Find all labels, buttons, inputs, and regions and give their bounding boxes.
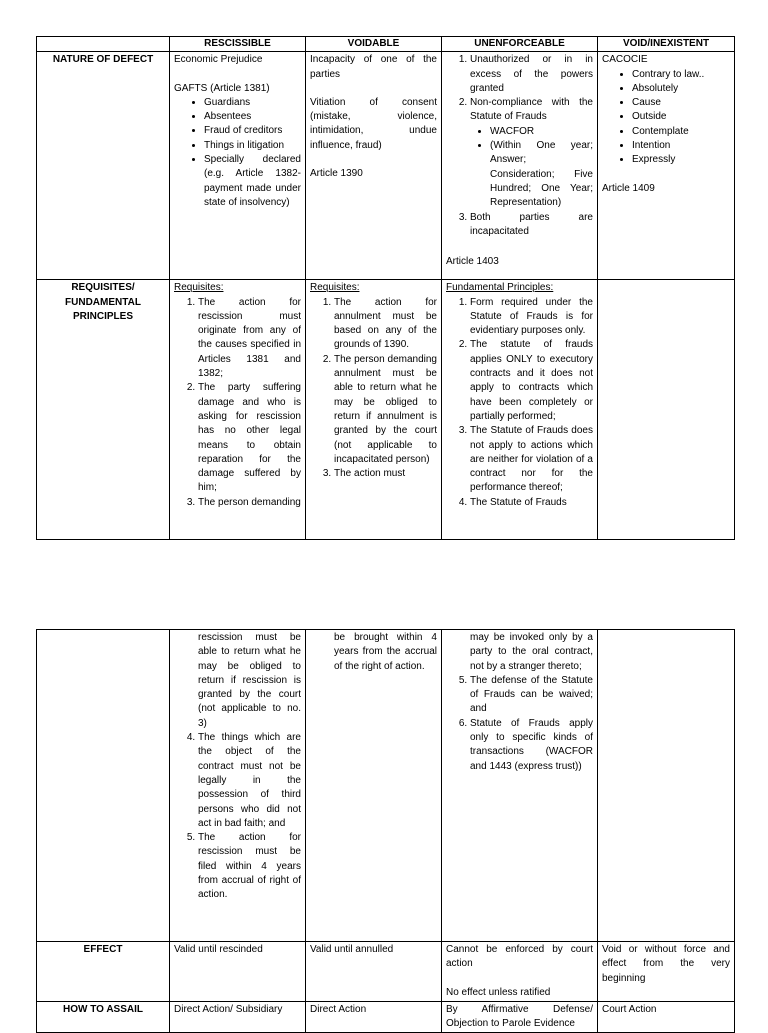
assail-void-cell: Court Action <box>598 1001 735 1033</box>
requisites-heading: Requisites: <box>174 282 224 294</box>
list-item <box>470 96 593 210</box>
list-item: • Intention <box>632 139 730 153</box>
gafts-text: GAFTS (Article 1381) <box>174 82 270 94</box>
list-item: 1. Form required under the Statute of Frauds is for evidentiary purposes only. <box>470 296 593 339</box>
continuation-unenforceable-cell <box>442 630 598 942</box>
requisites-row <box>37 280 735 540</box>
requisites-continuation-row <box>37 630 735 942</box>
requisites-rescissible-cell <box>170 280 306 540</box>
statute-of-frauds-principles-list <box>446 296 593 510</box>
effect-unenforceable-text: Cannot be enforced by court action <box>446 944 593 970</box>
requisites-void-cell <box>598 280 735 540</box>
nature-unenforceable-cell <box>442 52 598 280</box>
rescission-requisites-list-cont <box>174 631 301 731</box>
list-item: • (Within One year; Answer; Consideration; Five Hundred; One Year; Representation) <box>490 139 593 210</box>
header-void: VOID/INEXISTENT <box>598 37 735 52</box>
header-blank <box>37 37 170 52</box>
rescission-requisites-list-cont <box>174 731 301 903</box>
effect-row <box>37 942 735 1002</box>
requisites-heading: Requisites: <box>310 282 360 294</box>
nature-void-cell <box>598 52 735 280</box>
annulment-requisites-list <box>310 296 437 482</box>
annulment-requisites-list-cont <box>310 631 437 674</box>
wacfor-list <box>470 125 593 211</box>
gafts-list <box>174 96 301 210</box>
list-item: 5. The defense of the Statute of Frauds can be waived; and <box>470 674 593 717</box>
effect-voidable-cell: Valid until annulled <box>306 942 442 1002</box>
incapacity-text: Incapacity of one of the parties <box>310 54 437 80</box>
continuation-rescissible-cell <box>170 630 306 942</box>
economic-prejudice-text: Economic Prejudice <box>174 54 263 66</box>
list-item-cont: rescission must be able to return what he may be obliged to return if rescission is granted by the court (not applicable to no. 3) <box>198 632 301 729</box>
list-item: 3. The action must <box>334 467 437 481</box>
article-1409-text: Article 1409 <box>602 182 655 194</box>
cacocie-text: CACOCIE <box>602 54 648 66</box>
list-item: • WACFOR <box>490 125 593 139</box>
list-item: • Contrary to law.. <box>632 68 730 82</box>
continuation-void-cell <box>598 630 735 942</box>
header-rescissible: RESCISSIBLE <box>170 37 306 52</box>
assail-voidable-cell: Direct Action <box>306 1001 442 1033</box>
list-item: • Outside <box>632 110 730 124</box>
list-item: • Absentees <box>204 110 301 124</box>
list-item: • Fraud of creditors <box>204 124 301 138</box>
requisites-unenforceable-cell <box>442 280 598 540</box>
list-item-text: Non-compliance with the Statute of Frauds <box>470 97 593 123</box>
list-item: 3. Both parties are incapacitated <box>470 211 593 240</box>
effect-void-cell: Void or without force and effect from the very beginning <box>598 942 735 1002</box>
nature-rescissible-cell <box>170 52 306 280</box>
effect-ratified-text: No effect unless ratified <box>446 986 551 998</box>
header-row <box>37 37 735 52</box>
article-1403-text: Article 1403 <box>446 256 499 268</box>
list-item: 1. The action for annulment must be based on any of the grounds of 1390. <box>334 296 437 353</box>
effect-rescissible-cell: Valid until rescinded <box>170 942 306 1002</box>
article-1390-text: Article 1390 <box>310 168 363 180</box>
principles-list-cont <box>446 674 593 774</box>
header-unenforceable: UNENFORCEABLE <box>442 37 598 52</box>
comparison-table-top <box>36 36 735 540</box>
list-item: 3. The Statute of Frauds does not apply to actions which are neither for violation of a contract nor for the performance thereof; <box>470 424 593 495</box>
list-item: 1. The action for rescission must originate from any of the causes specified in Articles 1381 and 1382; <box>198 296 301 382</box>
vitiation-text: Vitiation of consent (mistake, violence, intimidation, undue influence, fraud) <box>310 96 437 151</box>
requisites-voidable-cell <box>306 280 442 540</box>
continuation-voidable-cell <box>306 630 442 942</box>
nature-voidable-cell <box>306 52 442 280</box>
label-line: FUNDAMENTAL <box>65 296 141 308</box>
list-item: 2. The person demanding annulment must be able to return what he may be obliged to return if annulment is granted by the court (not applicable to incapacitated person) <box>334 353 437 467</box>
nature-of-defect-label: NATURE OF DEFECT <box>37 52 170 280</box>
principles-heading: Fundamental Principles: <box>446 282 554 294</box>
list-item: 3. The person demanding <box>198 496 301 510</box>
comparison-table-bottom <box>36 629 735 1033</box>
unenforceable-causes-list <box>446 53 593 239</box>
list-item: 5. The action for rescission must be filed within 4 years from accrual of right of action. <box>198 831 301 902</box>
effect-label: EFFECT <box>37 942 170 1002</box>
list-item: 6. Statute of Frauds apply only to specific kinds of transactions (WACFOR and 1443 (express trust)) <box>470 717 593 774</box>
list-item: • Contemplate <box>632 125 730 139</box>
list-item-cont: may be invoked only by a party to the oral contract, not by a stranger thereto; <box>470 632 593 672</box>
continuation-label-cell <box>37 630 170 942</box>
list-item: • Absolutely <box>632 82 730 96</box>
list-item: • Cause <box>632 96 730 110</box>
label-line: REQUISITES/ <box>71 282 135 294</box>
rescission-requisites-list <box>174 296 301 510</box>
requisites-label <box>37 280 170 540</box>
how-to-assail-label: HOW TO ASSAIL <box>37 1001 170 1033</box>
cacocie-list <box>602 68 730 168</box>
list-item: 4. The things which are the object of the contract must not be legally in the possession of third persons who did not act in bad faith; and <box>198 731 301 831</box>
list-item: • Guardians <box>204 96 301 110</box>
assail-unenforceable-cell: By Affirmative Defense/ Objection to Parole Evidence <box>442 1001 598 1033</box>
list-item: 1. Unauthorized or in in excess of the powers granted <box>470 53 593 96</box>
how-to-assail-row <box>37 1001 735 1033</box>
nature-of-defect-row <box>37 52 735 280</box>
list-item: • Expressly <box>632 153 730 167</box>
effect-unenforceable-cell <box>442 942 598 1002</box>
assail-rescissible-cell: Direct Action/ Subsidiary <box>170 1001 306 1033</box>
list-item: 2. The party suffering damage and who is asking for rescission has no other legal means to obtain reparation for the damage suffered by him; <box>198 381 301 495</box>
list-item-cont: be brought within 4 years from the accrual of the right of action. <box>334 632 437 672</box>
header-voidable: VOIDABLE <box>306 37 442 52</box>
label-line: PRINCIPLES <box>72 310 133 322</box>
principles-list-cont <box>446 631 593 674</box>
list-item: 2. The statute of frauds applies ONLY to executory contracts and it does not apply to contracts which have been completely or partially performed; <box>470 338 593 424</box>
list-item: • Things in litigation <box>204 139 301 153</box>
list-item: 4. The Statute of Frauds <box>470 496 593 510</box>
list-item: • Specially declared (e.g. Article 1382- payment made under state of insolvency) <box>204 153 301 210</box>
